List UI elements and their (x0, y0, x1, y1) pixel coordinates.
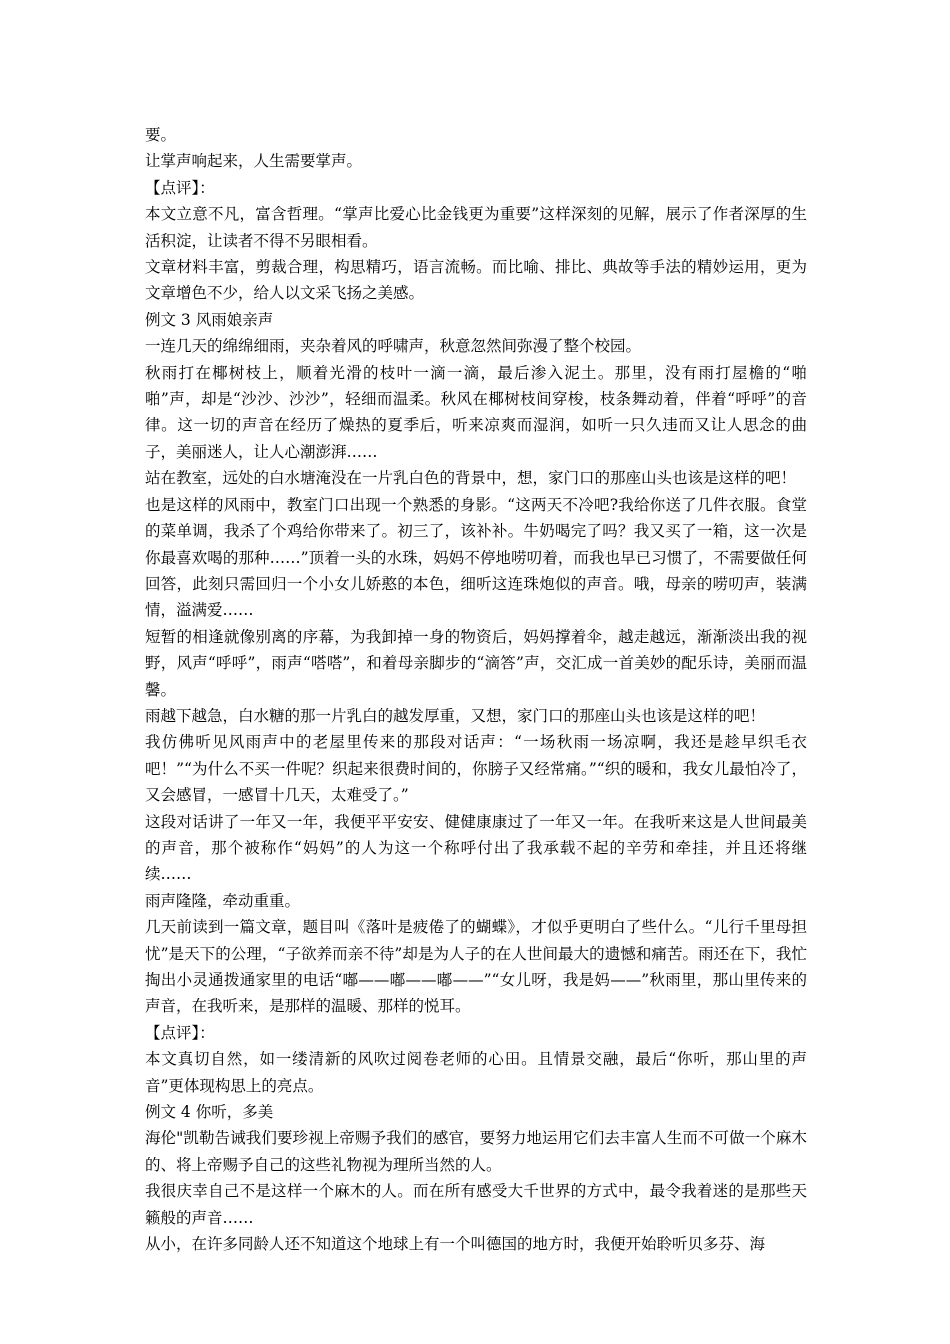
paragraph-16: 几天前读到一篇文章，题目叫《落叶是疲倦了的蝴蝶》，才似乎更明白了些什么。“儿行千里母担忧”是天下的公理，“子欲养而亲不待”却是为人子的在人世间最大的遗憾和痛苦。雨还在下，我忙掏出小灵通拨通家里的电话“嘟——嘟——嘟——”“女儿呀，我是妈——”秋雨里，那山里传来的声音，在我听来，是那样的温暖、那样的悦耳。 (145, 918, 807, 1016)
document-page (145, 122, 807, 1257)
paragraph-21: 我很庆幸自己不是这样一个麻木的人。而在所有感受大千世界的方式中，最令我着迷的是那些天籁般的声音…… (145, 1182, 807, 1227)
comment-heading: 【点评】： (145, 178, 215, 197)
paragraph-8: 秋雨打在椰树枝上，顺着光滑的枝叶一滴一滴，最后渗入泥土。那里，没有雨打屋檐的“啪啪”声，却是“沙沙、沙沙”，轻细而温柔。秋风在椰树枝间穿梭，枝条舞动着，伴着“呼呼”的音律。这一切的声音在经历了燥热的夏季后，听来凉爽而湿润，如听一只久违而又让人思念的曲子，美丽迷人，让人心潮澎湃…… (145, 363, 807, 461)
paragraph-13: 我仿佛听见风雨声中的老屋里传来的那段对话声：“一场秋雨一场凉啊，我还是趁早织毛衣吧！”“为什么不买一件呢？织起来很费时间的，你膀子又经常痛。”“织的暖和，我女儿最怕冷了，又会感冒，一感冒十几天，太难受了。” (145, 733, 807, 805)
paragraph-15: 雨声隆隆，牵动重重。 (145, 891, 301, 910)
paragraph-4: 本文立意不凡，富含哲理。“掌声比爱心比金钱更为重要”这样深刻的见解，展示了作者深厚的生活积淀，让读者不得不另眼相看。 (145, 205, 807, 250)
example-title-3: 例文 3 风雨娘亲声 (145, 310, 274, 329)
paragraph-18: 本文真切自然，如一缕清新的风吹过阅卷老师的心田。且情景交融，最后“你听，那山里的声音”更体现构思上的亮点。 (145, 1050, 807, 1095)
paragraph-12: 雨越下越急，白水糖的那一片乳白的越发厚重，又想，家门口的那座山头也该是这样的吧！ (145, 706, 766, 725)
paragraph-5: 文章材料丰富，剪裁合理，构思精巧，语言流畅。而比喻、排比、典故等手法的精妙运用，更为文章增色不少，给人以文采飞扬之美感。 (145, 258, 807, 303)
paragraph-22: 从小，在许多同龄人还不知道这个地球上有一个叫德国的地方时，我便开始聆听贝多芬、海 (145, 1235, 766, 1254)
paragraph-20: 海伦"凯勒告诫我们要珍视上帝赐予我们的感官，要努力地运用它们去丰富人生而不可做一个麻木的、将上帝赐予自己的这些礼物视为理所当然的人。 (145, 1129, 807, 1174)
paragraph-10: 也是这样的风雨中，教室门口出现一个熟悉的身影。“这两天不冷吧?我给你送了几件衣服。食堂的菜单调，我杀了个鸡给你带来了。初三了，该补补。牛奶喝完了吗？我又买了一箱，这一次是你最喜欢喝的那种……”顶着一头的水珠，妈妈不停地唠叨着，而我也早已习惯了，不需要做任何回答，此刻只需回归一个小女儿娇憨的本色，细听这连珠炮似的声音。哦，母亲的唠叨声，装满情，溢满爱…… (145, 495, 807, 620)
paragraph-9: 站在教室，远处的白水塘淹没在一片乳白色的背景中，想，家门口的那座山头也该是这样的吧！ (145, 469, 797, 488)
comment-heading-2: 【点评】： (145, 1023, 215, 1042)
paragraph-2: 让掌声响起来，人生需要掌声。 (145, 152, 363, 171)
example-title-4: 例文 4 你听，多美 (145, 1103, 274, 1122)
paragraph-7: 一连几天的绵绵细雨，夹杂着风的呼啸声，秋意忽然间弥漫了整个校园。 (145, 337, 642, 356)
paragraph-14: 这段对话讲了一年又一年，我便平平安安、健健康康过了一年又一年。在我听来这是人世间最美的声音，那个被称作“妈妈”的人为这一个称呼付出了我承载不起的辛劳和牵挂，并且还将继续…… (145, 812, 807, 884)
paragraph-1: 要。 (145, 126, 177, 144)
paragraph-11: 短暂的相逢就像别离的序幕，为我卸掉一身的物资后，妈妈撑着伞，越走越远，渐渐淡出我的视野，风声“呼呼”，雨声“嗒嗒”，和着母亲脚步的“滴答”声，交汇成一首美妙的配乐诗，美丽而温馨。 (145, 627, 807, 699)
